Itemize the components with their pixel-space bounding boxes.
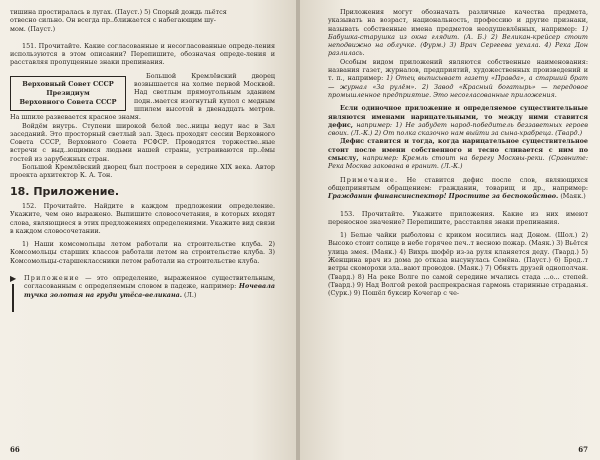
examples: 1) Бабушка-старушка из окна глядит. (А. Б.) 2) Великан-крейсер стоит неподвижно на облучке. (Фурм.) 3) Врач Сергеева уехала. 4) Река Дон разлилась.: [328, 24, 589, 58]
paragraph: Большой Кремлёвский дворец был построен в середине XIX века. Автор проекта архитектор К. А. Тон.: [10, 163, 275, 180]
text-line: тишина простиралась в лугах. (Пауст.) 5) Спорый дождь льётся: [10, 8, 227, 16]
paragraph: Особым видом приложений являются собственные наименования: названия газет, журналов, предприятий, художественных произведений и т. п., например:: [328, 57, 588, 83]
text-line: мом. (Пауст.): [10, 24, 56, 33]
examples: например: Кремль стоит на берегу Москвы-реки. (Сравните: Река Москва закована в гранит. (Л.-К.): [328, 154, 588, 171]
note-source: (Л.): [181, 290, 197, 299]
inscription-box: [10, 76, 126, 111]
exercise-152: 152. Прочитайте. Найдите в каждом предложении определение. Укажите, чем оно выражено. Выпишите словосочетания, в которых входят слова, являющиеся в этих предложениях определениями. Укажите вид связи в каждом словосочетании.: [10, 201, 275, 235]
note-text: Не ставится дефис после слов, являющихся общепринятым обращением: гражданин, товарищ и др., например:: [328, 175, 588, 192]
rule-note: [10, 274, 275, 299]
note-example: Гражданин финансинспектор! Простите за беспокойство.: [328, 192, 559, 201]
text-line: отвесно сильно. Он всегда пр..ближается с набегающим шу-: [10, 16, 216, 25]
paragraph: Приложения могут обозначать различные качества предмета, указывать на возраст, национальность, профессию и другие признаки, называть собственные имена предметов неодушевлённых, например:: [328, 8, 588, 33]
box-line: Верховный Совет СССР: [22, 79, 114, 88]
right-page: [300, 0, 600, 460]
paragraph: Большой Кремлёвский дворец возвышается на холме первой Москвой. Над светлым прямоугольным зданием подн..мается изогнутый купол с медным шпилем высотой в двенадцать метров. На шпиле развевается красное знамя.: [10, 71, 275, 122]
rule-text: Дефис ставится и тогда, когда нарицательное существительное стоит после имени собственного и тесно сливается с ним по смыслу,: [328, 137, 588, 163]
section-heading: 18. Приложение.: [10, 184, 120, 198]
box-line: Верховного Совета СССР: [19, 97, 117, 106]
sentences: 1) Белые чайки рыболовы с криком носились над Доном. (Шол.) 2) Высоко стоит солнце в небе горячее печ..т весною пожар. (Маяк.) 3) Вьётся улица змея. (Маяк.) 4) Вихрь шофёр из-за руля кланяется деду. (Твард.) 5) Женщина врач из дома до отказа высунулась Семёна. (Пауст.) 6) Брод..т ветры скоморохи зла..вают проводов. (Маяк.) 7) Обнять друзей однополчан. (Твард.) 8) На реке Волге по самой середине мчались стада ...о... степей. (Твард.) 9) Над Волгой рекой распрекрасная гармонь старинные страданья. (Сурк.) 9) Пошёл буксир Кочегар с че-: [328, 231, 588, 298]
note-text: — это определение, выраженное существительным, согласованным с определяемым словом в падеже, например:: [24, 274, 275, 291]
right-column: [328, 8, 588, 298]
page-number: 67: [578, 445, 588, 454]
examples: 1) Отец выписывает газету «Правда», а старший брат — журнал «За рулём». 2) Завод «Красный богатырь» — передовое промышленное предприятие. Это несогласованные приложения.: [328, 74, 588, 99]
paragraph: Войдём внутрь. Ступени широкой белой лес..ницы ведут нас в Зал заседаний. Это просторный светлый зал. Здесь проходят сессии Верховного Совета СССР, Верховного Совета РСФСР. Проводятся торжестве..ные встречи с выд..ющимися людьми нашей страны, устраиваются пр..ёмы гостей из зарубежных стран.: [10, 121, 275, 163]
note-source: (Маяк.): [558, 192, 586, 201]
rule-text: Если одиночное приложение и определяемое существительные являются именами нарицательными, то между ними ставится дефис,: [328, 104, 588, 129]
left-column: [10, 8, 275, 299]
exercise-153: 153. Прочитайте. Укажите приложения. Какие из них имеют переносное значение? Перепишите, расставляя знаки препинания.: [328, 209, 588, 226]
note-term: Примечание.: [340, 175, 399, 184]
note-example: Ночевала тучка золотая на груди утёса-великана.: [24, 282, 275, 299]
note-bar: [12, 284, 14, 312]
arrow-icon: ▶: [10, 274, 17, 284]
box-line: Президиум: [46, 88, 90, 97]
left-page: [0, 0, 296, 460]
exercise-151: 151. Прочитайте. Какие согласованные и несогласованные опреде-ления используются в этом описании? Перепишите, обозначая опреде-ления и расставляя пропущенные знаки препинания.: [10, 41, 275, 67]
sentences: 1) Наши комсомольцы летом работали на строительстве клуба. 2) Комсомольцы старших классов работали летом на строительстве клуба. 3) Комсомольцы-старшеклассники летом работали на строительстве клуба.: [10, 240, 275, 265]
examples: например: 1) Не забудет народ-победитель беззаветных героев своих. (Л.-К.) 2) От полка сказочно нам выйти за сына-храбреца. (Твард.): [328, 120, 588, 138]
note-term: Приложение: [24, 274, 80, 283]
page-number: 66: [10, 445, 20, 454]
